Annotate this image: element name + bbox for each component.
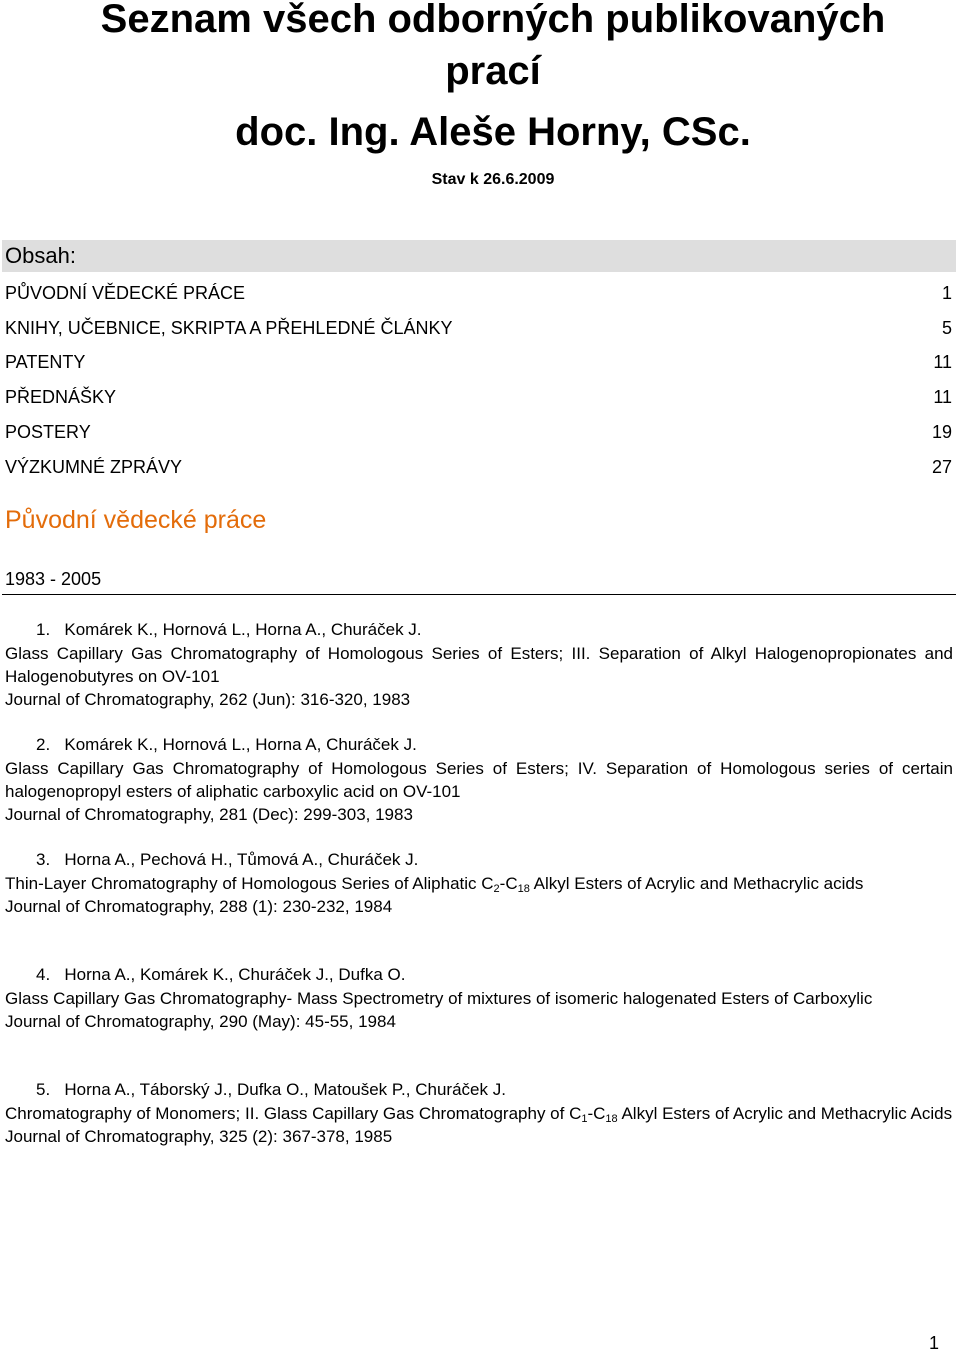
toc-entry[interactable] bbox=[5, 456, 952, 478]
toc-entry-page: 27 bbox=[931, 457, 952, 477]
publication-authors: Horna A., Pechová H., Tůmová A., Churáček J. bbox=[64, 850, 419, 869]
document-title-author: doc. Ing. Aleše Horny, CSc. bbox=[235, 110, 751, 154]
toc-entry[interactable] bbox=[5, 282, 952, 304]
publication-authors-line bbox=[36, 734, 417, 756]
toc-entry-page: 11 bbox=[933, 387, 952, 407]
publication-title: Glass Capillary Gas Chromatography of Homologous Series of Esters; III. Separation of Alkyl Halogenopropionates and Halogenobutyres on OV-101 bbox=[5, 644, 953, 686]
toc-entry-page: 1 bbox=[941, 283, 952, 303]
publication-journal: Journal of Chromatography, 288 (1): 230-232, 1984 bbox=[5, 897, 393, 916]
document-title-line-2: prací bbox=[445, 49, 541, 93]
publication-authors: Komárek K., Hornová L., Horna A, Churáček J. bbox=[64, 735, 417, 754]
publication-authors: Komárek K., Hornová L., Horna A., Churáček J. bbox=[64, 620, 422, 639]
status-date: Stav k 26.6.2009 bbox=[431, 171, 555, 188]
publication-journal: Journal of Chromatography, 290 (May): 45-55, 1984 bbox=[5, 1012, 396, 1031]
toc-heading: Obsah: bbox=[5, 243, 76, 268]
toc-entry-label: POSTERY bbox=[5, 422, 91, 442]
publication-journal: Journal of Chromatography, 281 (Dec): 299-303, 1983 bbox=[5, 805, 413, 824]
section-year-range: 1983 - 2005 bbox=[5, 569, 102, 589]
publication-title: Glass Capillary Gas Chromatography of Homologous Series of Esters; IV. Separation of Homologous series of certain halogenopropyl esters of aliphatic carboxylic acid on OV-101 bbox=[5, 759, 953, 801]
publication-authors-line bbox=[36, 964, 405, 986]
publication-number: 5. bbox=[36, 1080, 51, 1099]
section-divider bbox=[2, 594, 956, 595]
toc-entry-page: 5 bbox=[941, 318, 952, 338]
publication-authors: Horna A., Komárek K., Churáček J., Dufka O. bbox=[64, 965, 406, 984]
publication-journal: Journal of Chromatography, 262 (Jun): 316-320, 1983 bbox=[5, 690, 411, 709]
toc-entry-label: VÝZKUMNÉ ZPRÁVY bbox=[5, 457, 183, 477]
publication-title: Chromatography of Monomers; II. Glass Capillary Gas Chromatography of $C_1-C_{18}$ Alkyl Esters of Acrylic and Methacrylic Acids bbox=[5, 1104, 953, 1125]
toc-entry[interactable] bbox=[5, 351, 952, 373]
publication-title: Thin-Layer Chromatography of Homologous Series of Aliphatic $C_2-C_{18}$ Alkyl Esters of Acrylic and Methacrylic acids bbox=[5, 874, 864, 895]
publication-number: 3. bbox=[36, 850, 51, 869]
toc-entry-label: KNIHY, UČEBNICE, SKRIPTA A PŘEHLEDNÉ ČLÁNKY bbox=[5, 318, 453, 338]
section-heading: Původní vědecké práce bbox=[5, 506, 267, 534]
publication-number: 4. bbox=[36, 965, 51, 984]
toc-entry-page: 11 bbox=[933, 352, 952, 372]
document-title-line-1: Seznam všech odborných publikovaných bbox=[100, 0, 886, 41]
page-number: 1 bbox=[929, 1333, 940, 1353]
publication-authors-line bbox=[36, 1079, 506, 1101]
publication-journal: Journal of Chromatography, 325 (2): 367-378, 1985 bbox=[5, 1127, 393, 1146]
toc-heading-bar bbox=[2, 240, 956, 272]
toc-entry-label: PŮVODNÍ VĚDECKÉ PRÁCE bbox=[5, 283, 246, 303]
toc-entry-label: PŘEDNÁŠKY bbox=[5, 387, 117, 407]
publication-authors: Horna A., Táborský J., Dufka O., Matoušek P., Churáček J. bbox=[64, 1080, 506, 1099]
toc-entry[interactable] bbox=[5, 386, 952, 408]
publication-authors-line bbox=[36, 849, 418, 871]
toc-entry[interactable] bbox=[5, 317, 952, 339]
toc-entry-page: 19 bbox=[931, 422, 952, 442]
toc-entry-label: PATENTY bbox=[5, 352, 86, 372]
publication-number: 1. bbox=[36, 620, 51, 639]
publication-title: Glass Capillary Gas Chromatography- Mass Spectrometry of mixtures of isomeric halogenated Esters of Carboxylic bbox=[5, 989, 873, 1008]
publication-authors-line bbox=[36, 619, 422, 641]
publication-number: 2. bbox=[36, 735, 51, 754]
toc-entry[interactable] bbox=[5, 421, 952, 443]
